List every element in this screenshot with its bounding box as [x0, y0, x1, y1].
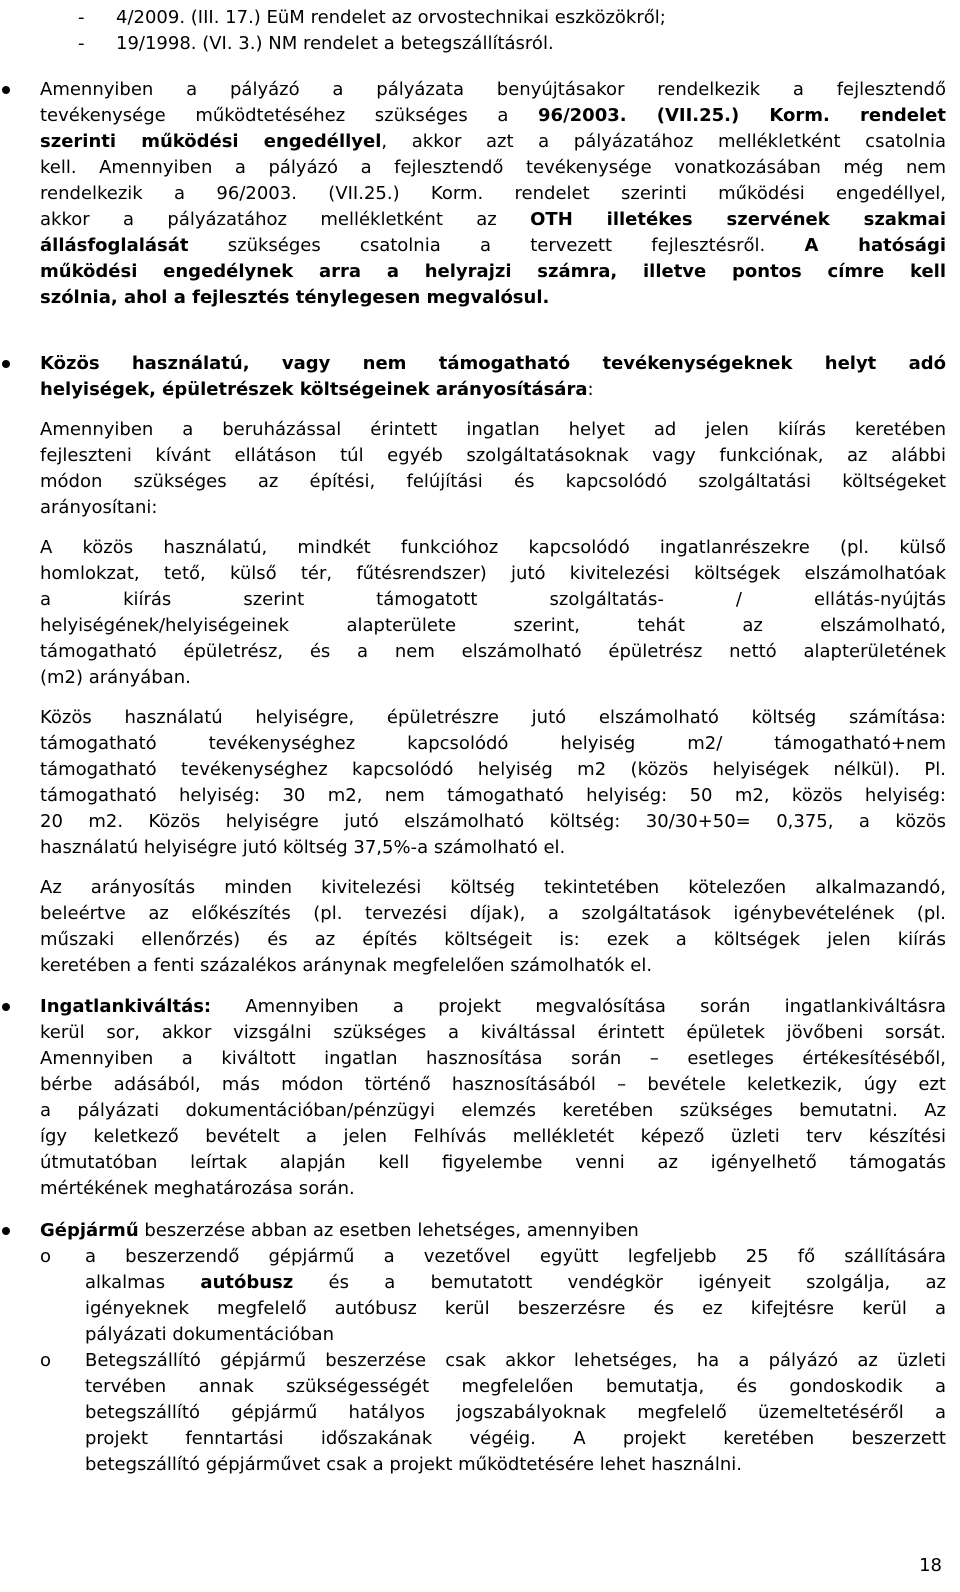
p1-line: rendelkezik a 96/2003. (VII.25.) Korm. rendelet szerinti működési engedéllyel, — [40, 183, 946, 204]
p3-line: kerül sor, akkor vizsgálni szükséges a kiváltással érintett épületek jövőbeni sorsát. — [40, 1022, 946, 1043]
p2c-line: támogatható tevékenységhez kapcsolódó helyiség m2 (közös helyiségek nélkül). Pl. — [40, 759, 946, 780]
p1-line: akkor a pályázatához mellékletként az OTH illetékes szervének szakmai — [40, 209, 946, 230]
sub-item-line: a beszerzendő gépjármű a vezetővel együtt legfeljebb 25 fő szállítására — [85, 1246, 946, 1267]
sub-item-line: betegszállító gépjármű hatályos jogszabályoknak megfelelő üzemeltetéséről a — [85, 1402, 946, 1423]
p2d-line: Az arányosítás minden kivitelezési költség tekintetében kötelezően alkalmazandó, — [40, 877, 946, 898]
p2b-line: helyiségének/helyiségeinek alapterülete szerint, tehát az elszámolható, — [40, 615, 946, 636]
p1-line: kell. Amennyiben a pályázó a fejlesztendő tevékenysége vonatkozásában még nem — [40, 157, 946, 178]
sub-item-line: alkalmas autóbusz és a bemutatott vendégkör igényeit szolgálja, az — [85, 1272, 946, 1293]
dash-marker: - — [78, 7, 85, 28]
sub-item-line: pályázati dokumentációban — [85, 1324, 334, 1345]
p3-line: mértékének meghatározása során. — [40, 1178, 355, 1199]
p1-line: szerinti működési engedéllyel, akkor azt a pályázatához mellékletként csatolnia — [40, 131, 946, 152]
p2d-line: keretében a fenti százalékos aránynak megfelelően számolhatók el. — [40, 955, 653, 976]
dash-item: 19/1998. (VI. 3.) NM rendelet a betegszállításról. — [116, 33, 554, 54]
p2b-line: homlokzat, tető, külső tér, fűtésrendszer) jutó kivitelezési költségek elszámolhatóak — [40, 563, 946, 584]
bullet-icon — [2, 360, 10, 368]
p3-line: Amennyiben a kiváltott ingatlan hasznosítása során – esetleges értékesítéséből, — [40, 1048, 946, 1069]
bullet-icon — [2, 1003, 10, 1011]
p3-line: a pályázati dokumentációban/pénzügyi elemzés keretében szükséges bemutatni. Az — [40, 1100, 946, 1121]
circle-bullet-icon: o — [40, 1246, 52, 1267]
p2b-line: (m2) arányában. — [40, 667, 191, 688]
sub-item-line: betegszállító gépjárművet csak a projekt működtetésére lehet használni. — [85, 1454, 742, 1475]
p2a-line: Amennyiben a beruházással érintett ingatlan helyet ad jelen kiírás keretében — [40, 419, 946, 440]
p2a-line: fejleszteni kívánt ellátáson túl egyéb szolgáltatásoknak vagy funkciónak, az alábbi — [40, 445, 946, 466]
dash-item: 4/2009. (III. 17.) EüM rendelet az orvostechnikai eszközökről; — [116, 7, 666, 28]
sub-item-line: igényeknek megfelelő autóbusz kerül beszerzésre és ez kifejtésre kerül a — [85, 1298, 946, 1319]
p3-line: Ingatlankiváltás: Amennyiben a projekt megvalósítása során ingatlankiváltásra — [40, 996, 946, 1017]
dash-marker: - — [78, 33, 85, 54]
page-number: 18 — [919, 1555, 942, 1576]
sub-item-line: projekt fenntartási időszakának végéig. A projekt keretében beszerzett — [85, 1428, 946, 1449]
p4-line: Gépjármű beszerzése abban az esetben lehetséges, amennyiben — [40, 1220, 639, 1241]
p2c-line: használatú helyiségre jutó költség 37,5%-a számolható el. — [40, 837, 566, 858]
p2b-line: támogatható épületrész, és a nem elszámolható épületrész nettó alapterületének — [40, 641, 946, 662]
p3-line: útmutatóban leírtak alapján kell figyelembe venni az igényelhető támogatás — [40, 1152, 946, 1173]
p2b-line: A közös használatú, mindkét funkcióhoz kapcsolódó ingatlanrészekre (pl. külső — [40, 537, 946, 558]
p2c-line: támogatható helyiség: 30 m2, nem támogatható helyiség: 50 m2, közös helyiség: — [40, 785, 946, 806]
bullet-icon — [2, 86, 10, 94]
section-heading: Közös használatú, vagy nem támogatható tevékenységeknek helyt adó — [40, 353, 946, 374]
p3-line: bérbe adásából, más módon történő hasznosításából – bevétele keletkezik, úgy ezt — [40, 1074, 946, 1095]
p1-line: tevékenysége működtetéséhez szükséges a 96/2003. (VII.25.) Korm. rendelet — [40, 105, 946, 126]
p2d-line: műszaki ellenőrzés) és az építés költségeit is: ezek a költségek jelen kiírás — [40, 929, 946, 950]
p2d-line: beleértve az előkészítés (pl. tervezési díjak), a szolgáltatások igénybevételének (pl. — [40, 903, 946, 924]
section-heading: helyiségek, épületrészek költségeinek arányosítására: — [40, 379, 594, 400]
p1-line: működési engedélynek arra a helyrajzi számra, illetve pontos címre kell — [40, 261, 946, 282]
p2b-line: a kiírás szerint támogatott szolgáltatás- / ellátás-nyújtás — [40, 589, 946, 610]
p2a-line: módon szükséges az építési, felújítási és kapcsolódó szolgáltatási költségeket — [40, 471, 946, 492]
p3-line: így keletkező bevételt a jelen Felhívás mellékletét képező üzleti terv készítési — [40, 1126, 946, 1147]
p2a-line: arányosítani: — [40, 497, 158, 518]
sub-item-line: tervében annak szükségességét megfelelően bemutatja, és gondoskodik a — [85, 1376, 946, 1397]
circle-bullet-icon: o — [40, 1350, 52, 1371]
bullet-icon — [2, 1227, 10, 1235]
p2c-line: támogatható tevékenységhez kapcsolódó helyiség m2/ támogatható+nem — [40, 733, 946, 754]
p1-line: Amennyiben a pályázó a pályázata benyújtásakor rendelkezik a fejlesztendő — [40, 79, 946, 100]
p1-line: szólnia, ahol a fejlesztés ténylegesen megvalósul. — [40, 287, 550, 308]
p1-line: állásfoglalását szükséges csatolnia a tervezett fejlesztésről. A hatósági — [40, 235, 946, 256]
sub-item-line: Betegszállító gépjármű beszerzése csak akkor lehetséges, ha a pályázó az üzleti — [85, 1350, 946, 1371]
p2c-line: 20 m2. Közös helyiségre jutó elszámolható költség: 30/30+50= 0,375, a közös — [40, 811, 946, 832]
p2c-line: Közös használatú helyiségre, épületrészre jutó elszámolható költség számítása: — [40, 707, 946, 728]
